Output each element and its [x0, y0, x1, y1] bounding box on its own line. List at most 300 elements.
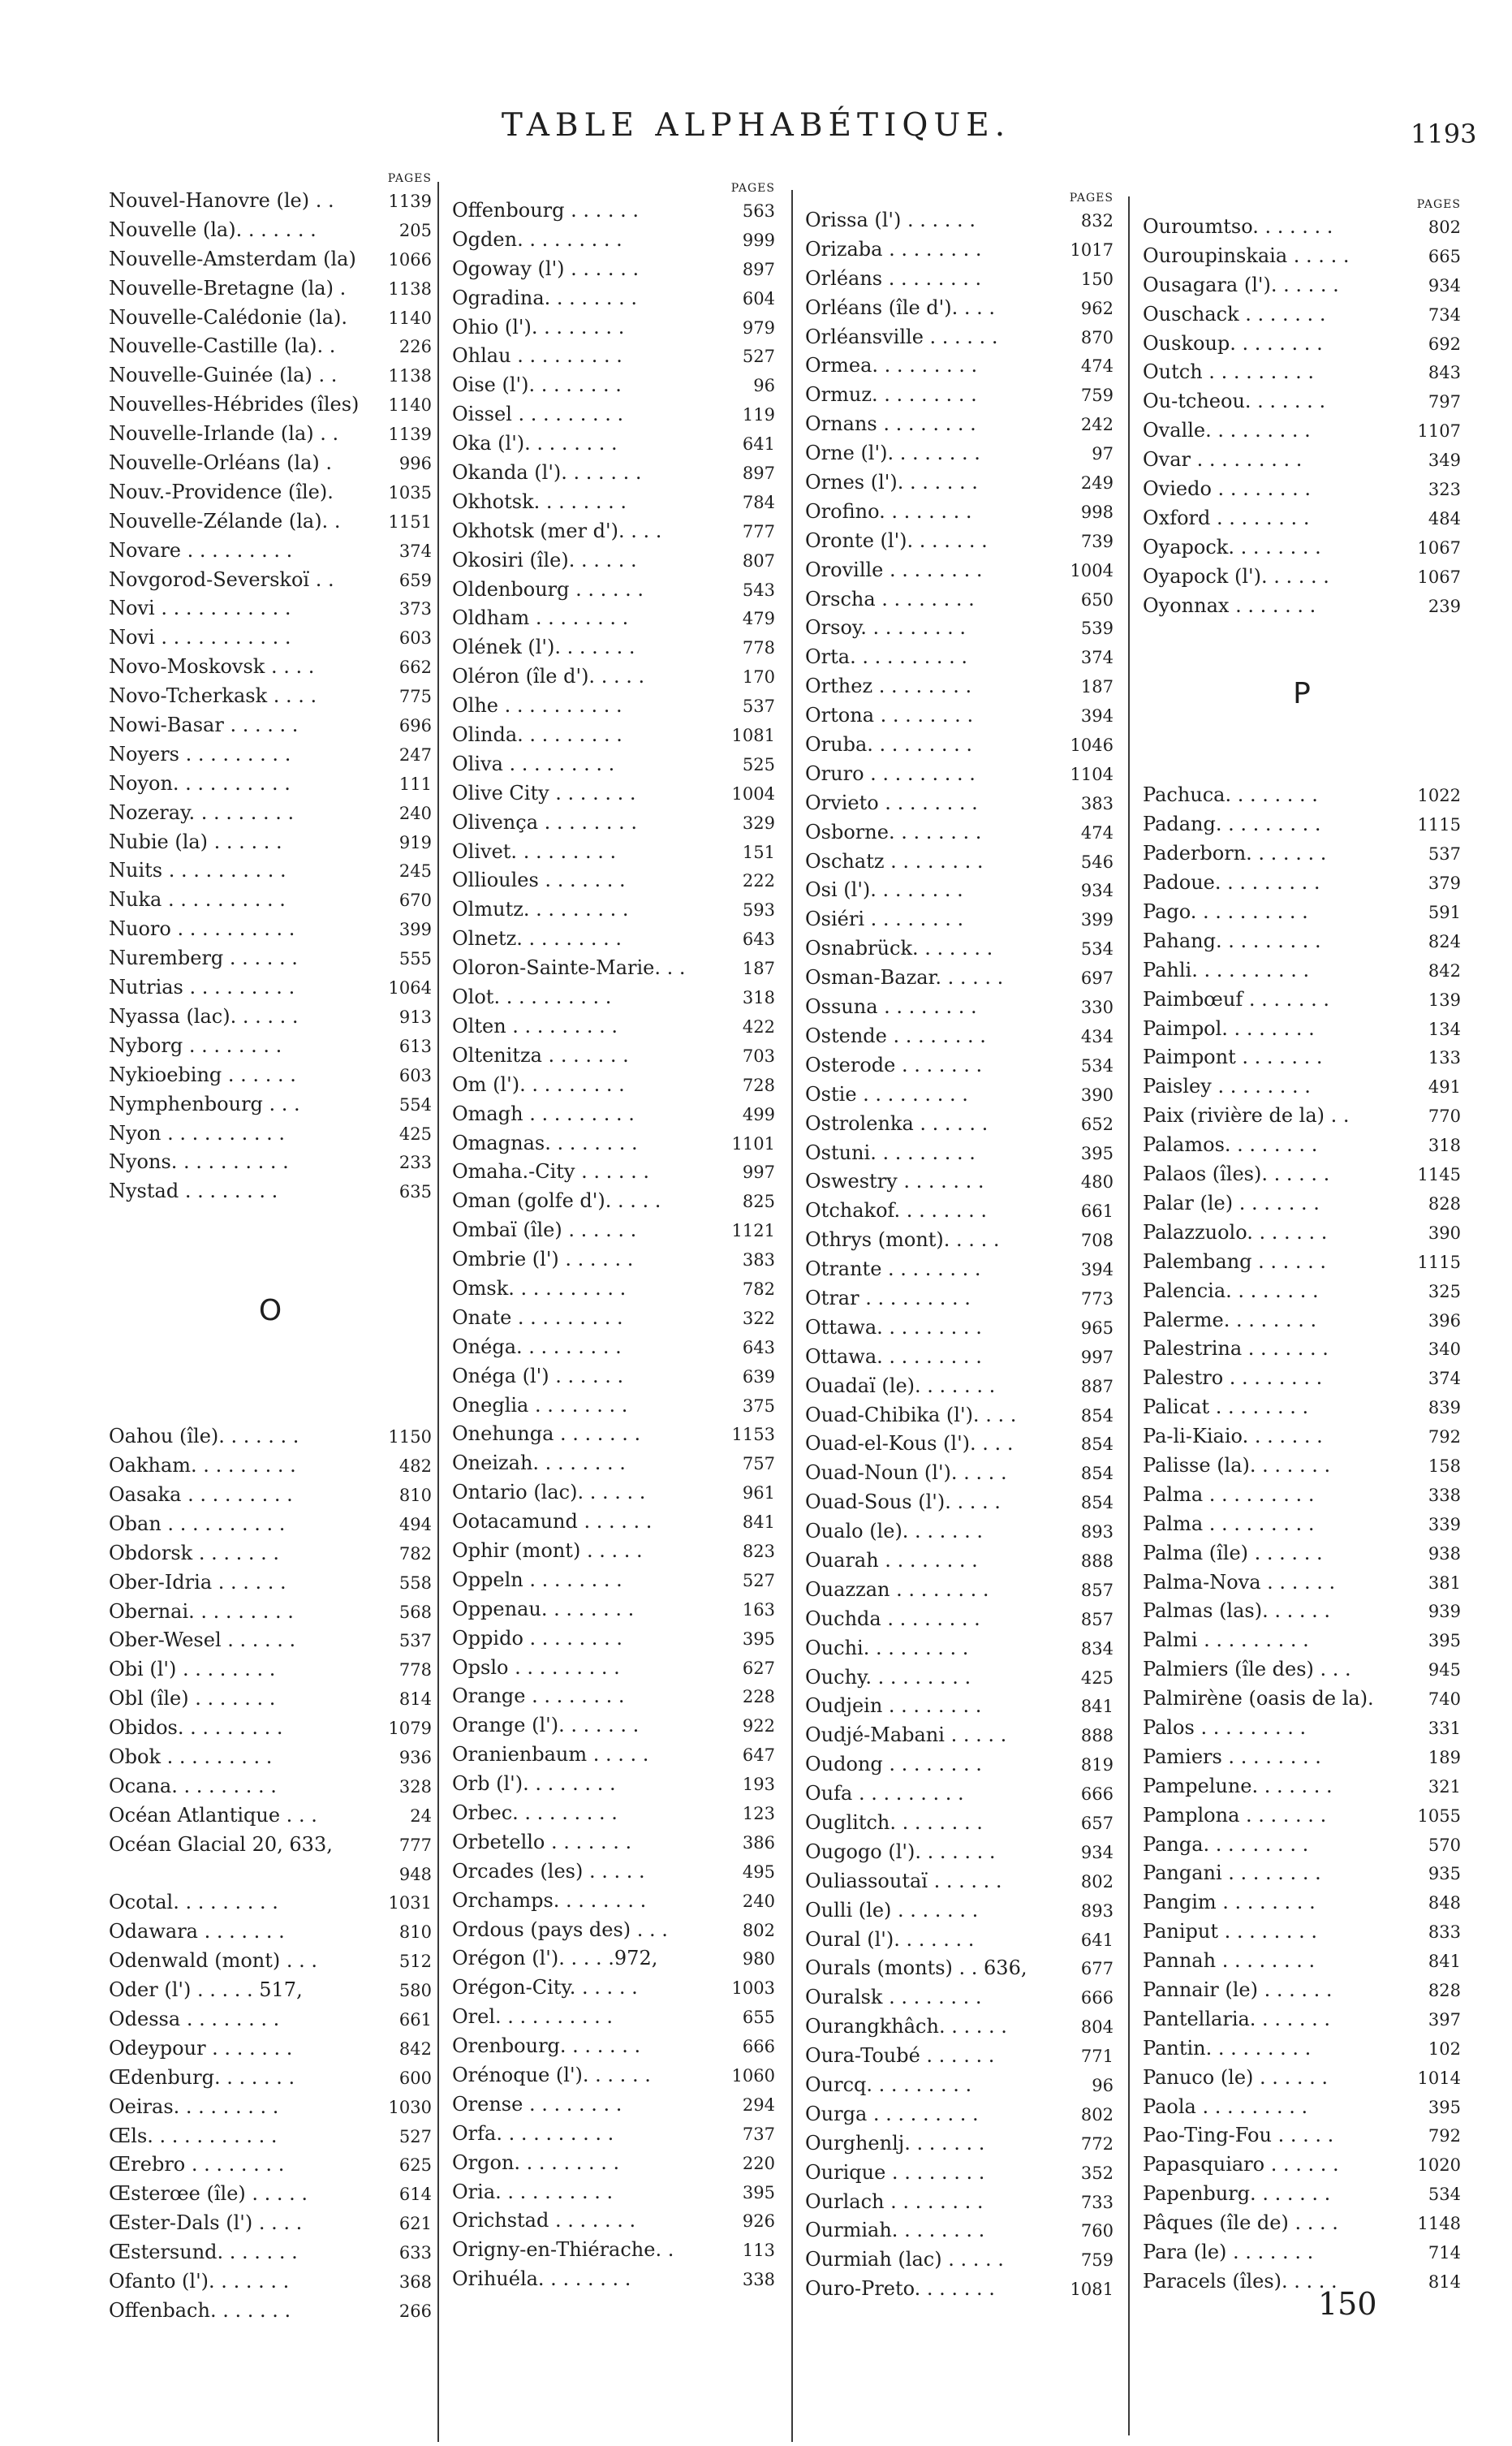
entry-page-number: 797 [1428, 392, 1461, 412]
index-entry [109, 507, 432, 537]
entry-page-number: 383 [1080, 793, 1114, 813]
entry-page-number: 390 [1428, 1223, 1461, 1243]
entry-term: Orgon. . . . . . . . . [452, 2150, 620, 2174]
index-entry [1143, 2209, 1461, 2238]
index-column-2 [452, 170, 775, 2294]
entry-term: Otrar . . . . . . . . . [805, 1286, 971, 1309]
entry-term: Outch . . . . . . . . . [1143, 360, 1314, 384]
entry-term: Palmirène (oasis de la). [1143, 1687, 1374, 1710]
entry-term: Nymphenbourg . . . [109, 1092, 300, 1115]
entry-page-number: 1017 [1070, 239, 1114, 260]
entry-page-number: 1022 [1417, 786, 1461, 806]
index-entry [1143, 869, 1461, 898]
entry-page-number: 775 [398, 687, 432, 707]
entry-page-number: 802 [1080, 2104, 1114, 2125]
index-entry [1143, 358, 1461, 387]
entry-page-number: 151 [742, 842, 775, 862]
entry-page-number: 1153 [731, 1425, 775, 1445]
entry-page-number: 239 [1428, 596, 1461, 616]
index-entry [805, 1867, 1114, 1896]
entry-page-number: 870 [1080, 327, 1114, 347]
entry-term: Ouazzan . . . . . . . . [805, 1577, 989, 1601]
entry-term: Nouv.-Providence (île). [109, 480, 334, 503]
entry-page-number: 1046 [1070, 736, 1114, 756]
index-entry [452, 1974, 775, 2003]
signature-mark: 150 [1318, 2286, 1377, 2322]
entry-page-number: 554 [398, 1094, 432, 1115]
entry-term: Olmutz. . . . . . . . . [452, 898, 629, 921]
entry-term: Pamplona . . . . . . . [1143, 1803, 1327, 1827]
entry-page-number: 647 [742, 1745, 775, 1766]
entry-term: Ourmiah. . . . . . . . [805, 2219, 985, 2242]
index-entry [805, 265, 1114, 294]
index-entry [1143, 446, 1461, 475]
entry-page-number: 249 [1080, 473, 1114, 494]
entry-page-number: 893 [1080, 1522, 1114, 1542]
entry-term: Oltenitza . . . . . . . [452, 1043, 629, 1067]
index-entry [805, 206, 1114, 235]
entry-page-number: 703 [742, 1046, 775, 1066]
entry-term: Pannah . . . . . . . . [1143, 1949, 1316, 1973]
entry-term: Orne (l'). . . . . . . . [805, 442, 980, 465]
index-entry [1143, 300, 1461, 330]
entry-page-number: 782 [398, 1543, 432, 1564]
entry-list [805, 206, 1114, 2304]
entry-page-number: 395 [742, 1629, 775, 1649]
entry-term: Oudong . . . . . . . . [805, 1753, 982, 1776]
index-entry [1143, 1743, 1461, 1772]
entry-term: Palamos. . . . . . . . [1143, 1133, 1318, 1157]
index-entry [452, 633, 775, 662]
entry-term: Ortona . . . . . . . . [805, 704, 974, 727]
index-entry [805, 1954, 1114, 1983]
entry-term: Nouvelle-Amsterdam (la) [109, 247, 356, 270]
entry-term: Ormea. . . . . . . . . [805, 354, 978, 377]
entry-term: Olivença . . . . . . . . [452, 810, 638, 834]
entry-page-number: 897 [742, 464, 775, 484]
index-entry [452, 895, 775, 925]
index-entry [452, 1129, 775, 1158]
entry-term: Nuoro . . . . . . . . . . [109, 917, 295, 941]
entry-term: Orihuéla. . . . . . . . [452, 2267, 631, 2291]
entry-term: Ostie . . . . . . . . . [805, 1082, 968, 1106]
index-entry [1143, 1015, 1461, 1044]
entry-page-number: 842 [398, 2038, 432, 2059]
entry-page-number: 1138 [388, 278, 432, 299]
entry-page-number: 495 [742, 1861, 775, 1882]
entry-page-number: 777 [398, 1835, 432, 1855]
entry-page-number: 1138 [388, 366, 432, 386]
index-entry [1143, 2093, 1461, 2122]
entry-term: Ormuz. . . . . . . . . [805, 383, 977, 407]
entry-page-number: 1004 [1070, 560, 1114, 580]
index-entry [452, 576, 775, 605]
entry-term: Ober-Wesel . . . . . . [109, 1629, 296, 1652]
index-entry [109, 1568, 432, 1598]
index-entry [109, 682, 432, 711]
entry-page-number: 804 [1080, 2017, 1114, 2038]
entry-term: Novi . . . . . . . . . . . [109, 626, 291, 649]
entry-page-number: 810 [398, 1485, 432, 1505]
entry-term: Orvieto . . . . . . . . [805, 791, 978, 814]
index-entry [452, 1245, 775, 1275]
index-entry [109, 1626, 432, 1655]
entry-page-number: 247 [398, 744, 432, 765]
entry-page-number: 935 [1428, 1864, 1461, 1884]
entry-term: Ouroupinskaia . . . . . [1143, 244, 1350, 267]
index-entry [109, 1452, 432, 1481]
entry-term: Ohlau . . . . . . . . . [452, 344, 622, 368]
entry-page-number: 782 [742, 1279, 775, 1299]
entry-page-number: 1067 [1417, 537, 1461, 558]
entry-page-number: 802 [742, 1920, 775, 1940]
index-entry [805, 235, 1114, 265]
entry-list [1143, 781, 1461, 2296]
entry-term: Ouchi. . . . . . . . . [805, 1636, 969, 1659]
entry-term: Orissa (l') . . . . . . [805, 209, 976, 231]
entry-term: Novgorod-Severskoï . . [109, 567, 334, 591]
index-entry [805, 818, 1114, 848]
entry-page-number: 802 [1080, 1871, 1114, 1892]
index-entry [805, 760, 1114, 789]
entry-page-number: 368 [398, 2272, 432, 2292]
index-entry [452, 2178, 775, 2207]
entry-term: Novo-Tcherkask . . . . [109, 684, 317, 708]
entry-page-number: 580 [398, 1981, 432, 2001]
index-entry [452, 779, 775, 809]
entry-page-number: 650 [1080, 589, 1114, 610]
index-entry [805, 643, 1114, 672]
entry-page-number: 635 [398, 1182, 432, 1202]
index-entry [805, 848, 1114, 877]
entry-page-number: 119 [742, 405, 775, 425]
index-entry [109, 799, 432, 828]
index-entry [109, 1481, 432, 1510]
entry-page-number: 563 [742, 201, 775, 221]
index-entry [1143, 781, 1461, 810]
entry-term: Orofino. . . . . . . . [805, 499, 972, 523]
index-entry [109, 944, 432, 973]
entry-page-number: 568 [398, 1602, 432, 1622]
entry-term: Pangani . . . . . . . . [1143, 1861, 1321, 1885]
index-entry [452, 2090, 775, 2120]
entry-term: Oswestry . . . . . . . [805, 1170, 984, 1193]
index-entry [452, 1595, 775, 1624]
index-entry [452, 721, 775, 750]
entry-term: Onéga. . . . . . . . . [452, 1335, 622, 1358]
entry-term: Panga. . . . . . . . . [1143, 1832, 1309, 1856]
entry-term: Orscha . . . . . . . . [805, 587, 975, 610]
entry-term: Palencia. . . . . . . . [1143, 1279, 1319, 1302]
entry-page-number: 395 [1080, 1143, 1114, 1163]
entry-page-number: 591 [1428, 903, 1461, 923]
entry-term: Oroville . . . . . . . . [805, 558, 983, 581]
entry-page-number: 760 [1080, 2221, 1114, 2241]
index-entry [452, 1362, 775, 1391]
entry-page-number: 205 [398, 220, 432, 240]
index-entry [805, 585, 1114, 615]
entry-page-number: 321 [1428, 1776, 1461, 1797]
entry-page-number: 659 [398, 570, 432, 590]
entry-page-number: 934 [1080, 1842, 1114, 1862]
entry-term: Oppeln . . . . . . . . [452, 1568, 622, 1591]
entry-term: Ophir (mont) . . . . . [452, 1538, 643, 1562]
entry-term: Oura-Toubé . . . . . . [805, 2044, 995, 2068]
entry-page-number: 897 [742, 259, 775, 279]
entry-page-number: 948 [398, 1864, 432, 1884]
entry-page-number: 887 [1080, 1376, 1114, 1396]
index-entry [1143, 810, 1461, 839]
index-entry [805, 1139, 1114, 1168]
index-entry [1143, 839, 1461, 869]
index-entry [452, 809, 775, 838]
index-entry [805, 410, 1114, 439]
entry-term: Osi (l'). . . . . . . . [805, 878, 963, 902]
index-entry [1143, 1364, 1461, 1393]
entry-page-number: 534 [1080, 939, 1114, 960]
entry-term: Noyers . . . . . . . . . [109, 742, 291, 766]
entry-term: Oronte (l'). . . . . . . [805, 528, 988, 552]
entry-term: Ourangkhâch. . . . . . [805, 2015, 1007, 2038]
index-entry [452, 1828, 775, 1857]
entry-page-number: 399 [398, 920, 432, 940]
entry-term: Oman (golfe d'). . . . . [452, 1189, 661, 1213]
entry-page-number: 1020 [1417, 2155, 1461, 2176]
entry-page-number: 422 [742, 1016, 775, 1037]
entry-term: Oschatz . . . . . . . . [805, 849, 984, 873]
entry-page-number: 621 [398, 2214, 432, 2234]
entry-page-number: 425 [398, 1124, 432, 1144]
entry-page-number: 1140 [388, 395, 432, 416]
entry-term: Palma-Nova . . . . . . [1143, 1570, 1336, 1594]
index-entry [805, 527, 1114, 556]
entry-term: Oudjé-Mabani . . . . . [805, 1723, 1007, 1747]
index-entry [109, 2150, 432, 2180]
index-entry [1143, 1306, 1461, 1335]
entry-term: Nouvelle-Guinée (la) . . [109, 364, 338, 387]
entry-page-number: 1014 [1417, 2068, 1461, 2088]
index-entry [109, 1772, 432, 1801]
section-letter-o: O [258, 1294, 282, 1328]
entry-term: Orb (l'). . . . . . . . [452, 1772, 616, 1796]
index-entry [1143, 213, 1461, 242]
index-entry [452, 2207, 775, 2236]
entry-page-number: 641 [742, 434, 775, 455]
entry-term: Paracels (îles). . . . . [1143, 2269, 1338, 2293]
entry-term: Pahang. . . . . . . . . [1143, 929, 1321, 952]
index-entry [805, 672, 1114, 701]
index-entry [1143, 956, 1461, 986]
index-entry [1143, 1102, 1461, 1131]
entry-term: Palos . . . . . . . . . [1143, 1715, 1307, 1739]
entry-term: Odawara . . . . . . . [109, 1920, 285, 1943]
entry-term: Pao-Ting-Fou . . . . . [1143, 2124, 1334, 2147]
index-entry [452, 1566, 775, 1595]
entry-term: Pamiers . . . . . . . . [1143, 1745, 1321, 1768]
entry-page-number: 1064 [388, 978, 432, 999]
entry-term: Ombrie (l') . . . . . . [452, 1248, 634, 1271]
entry-term: Orléansville . . . . . . [805, 325, 998, 348]
index-entry [109, 886, 432, 915]
entry-term: Novi . . . . . . . . . . . [109, 597, 291, 620]
entry-term: Oka (l'). . . . . . . . [452, 432, 618, 455]
index-entry [452, 2120, 775, 2149]
index-entry [452, 983, 775, 1012]
entry-term: Osman-Bazar. . . . . . [805, 966, 1004, 990]
entry-page-number: 24 [410, 1805, 432, 1826]
entry-page-number: 479 [742, 609, 775, 629]
entry-page-number: 318 [1428, 1136, 1461, 1156]
entry-term: Olive City . . . . . . . [452, 781, 636, 805]
entry-page-number: 832 [1080, 211, 1114, 231]
index-entry [805, 993, 1114, 1022]
entry-page-number: 893 [1080, 1900, 1114, 1921]
entry-term: Ouad-Sous (l'). . . . . [805, 1490, 1001, 1514]
entry-page-number: 96 [1092, 2076, 1114, 2095]
index-entry [805, 2100, 1114, 2129]
entry-page-number: 839 [1428, 1398, 1461, 1418]
entry-page-number: 349 [1428, 451, 1461, 471]
entry-term: Ouchda . . . . . . . . [805, 1607, 980, 1630]
index-entry [1143, 1655, 1461, 1685]
entry-page-number: 381 [1428, 1572, 1461, 1593]
index-entry [109, 2238, 432, 2267]
entry-page-number: 603 [398, 1065, 432, 1085]
entry-page-number: 625 [398, 2155, 432, 2176]
entry-page-number: 759 [1080, 386, 1114, 406]
entry-term: Oudjein . . . . . . . . [805, 1694, 982, 1718]
index-entry [1143, 927, 1461, 956]
entry-page-number: 1004 [731, 783, 775, 804]
entry-term: Panuco (le) . . . . . . [1143, 2065, 1328, 2089]
entry-term: Palaos (îles). . . . . . [1143, 1163, 1330, 1186]
index-entry [1143, 1452, 1461, 1481]
entry-term: Ou-tcheou. . . . . . . [1143, 390, 1326, 413]
entry-page-number: 824 [1428, 931, 1461, 951]
entry-page-number: 759 [1080, 2250, 1114, 2271]
index-entry [1143, 475, 1461, 504]
entry-term: Orenbourg. . . . . . . [452, 2034, 641, 2058]
entry-page-number: 1066 [388, 249, 432, 270]
entry-term: Olot. . . . . . . . . . [452, 986, 612, 1009]
entry-term: Palicat . . . . . . . . [1143, 1396, 1309, 1419]
entry-term: Oufa . . . . . . . . . [805, 1782, 964, 1805]
index-entry [452, 1478, 775, 1508]
entry-term: Ovar . . . . . . . . . [1143, 448, 1303, 472]
entry-term: Ouralsk . . . . . . . . [805, 1986, 982, 2009]
entry-term: Pachuca. . . . . . . . [1143, 783, 1318, 807]
entry-page-number: 997 [1080, 1347, 1114, 1367]
index-entry [1143, 271, 1461, 300]
index-entry [452, 750, 775, 779]
entry-page-number: 512 [398, 1952, 432, 1972]
entry-page-number: 708 [1080, 1231, 1114, 1251]
entry-page-number: 322 [742, 1308, 775, 1328]
entry-term: Okanda (l'). . . . . . . [452, 461, 642, 485]
entry-term: Ourmiah (lac) . . . . . [805, 2248, 1004, 2271]
entry-page-number: 379 [1428, 874, 1461, 894]
entry-term: Orbec. . . . . . . . . [452, 1801, 618, 1824]
index-entry [805, 1284, 1114, 1314]
index-entry [805, 2159, 1114, 2188]
index-entry [109, 274, 432, 304]
index-entry [109, 828, 432, 857]
index-entry [452, 1391, 775, 1421]
index-entry [1143, 1335, 1461, 1364]
entry-page-number: 998 [1080, 502, 1114, 522]
index-entry [805, 1779, 1114, 1809]
entry-term: Nykioebing . . . . . . [109, 1063, 296, 1086]
entry-term: Pantin. . . . . . . . . [1143, 2036, 1312, 2060]
entry-page-number: 734 [1428, 304, 1461, 325]
entry-term: Ornans . . . . . . . . [805, 412, 976, 436]
entry-page-number: 643 [742, 1337, 775, 1357]
index-entry [805, 2245, 1114, 2275]
entry-page-number: 814 [398, 1689, 432, 1710]
entry-page-number: 661 [1080, 1201, 1114, 1222]
index-entry [109, 390, 432, 420]
entry-term: Nystad . . . . . . . . [109, 1180, 278, 1203]
index-entry [805, 1081, 1114, 1110]
index-entry [452, 2236, 775, 2265]
entry-page-number: 666 [1080, 1988, 1114, 2008]
index-entry [805, 1750, 1114, 1779]
index-entry [109, 711, 432, 740]
index-entry [109, 740, 432, 770]
index-entry [1143, 2121, 1461, 2150]
entry-page-number: 919 [398, 832, 432, 852]
index-entry [109, 187, 432, 216]
index-entry [452, 1216, 775, 1245]
index-entry [109, 2267, 432, 2297]
entry-page-number: 854 [1080, 1434, 1114, 1455]
entry-page-number: 1081 [1070, 2280, 1114, 2300]
entry-term: Osnabrück. . . . . . . [805, 937, 993, 960]
entry-term: Œls. . . . . . . . . . . [109, 2124, 278, 2147]
entry-term: Obernai. . . . . . . . . [109, 1599, 294, 1623]
entry-term: Oruba. . . . . . . . . [805, 733, 972, 757]
index-entry [805, 1488, 1114, 1517]
entry-page-number: 395 [1428, 1631, 1461, 1651]
index-entry [452, 196, 775, 226]
entry-term: Orichstad . . . . . . . [452, 2209, 636, 2232]
entry-term: Ontario (lac). . . . . . [452, 1481, 646, 1504]
entry-term: Papasquiaro . . . . . . [1143, 2153, 1339, 2176]
entry-term: Orcades (les) . . . . . [452, 1859, 645, 1883]
entry-page-number: 1079 [388, 1719, 432, 1739]
entry-term: Oeiras. . . . . . . . . [109, 2094, 279, 2118]
entry-page-number: 352 [1080, 2163, 1114, 2183]
index-entry [805, 1721, 1114, 1750]
entry-page-number: 739 [1080, 531, 1114, 551]
entry-term: Ouchy. . . . . . . . . [805, 1665, 971, 1689]
entry-term: Nyons. . . . . . . . . . [109, 1150, 289, 1174]
index-entry [452, 1916, 775, 1945]
index-entry [452, 1711, 775, 1741]
index-entry [452, 866, 775, 895]
entry-page-number: 962 [1080, 298, 1114, 318]
index-entry [109, 1743, 432, 1772]
entry-page-number: 133 [1428, 1048, 1461, 1068]
entry-page-number: 888 [1080, 1726, 1114, 1746]
entry-page-number: 825 [742, 1192, 775, 1212]
entry-term: Odeypour . . . . . . . [109, 2036, 293, 2060]
index-entry [452, 925, 775, 954]
entry-term: Oasaka . . . . . . . . . [109, 1482, 293, 1506]
entry-page-number: 1115 [1417, 1252, 1461, 1272]
entry-page-number: 600 [398, 2068, 432, 2088]
entry-page-number: 323 [1428, 480, 1461, 500]
